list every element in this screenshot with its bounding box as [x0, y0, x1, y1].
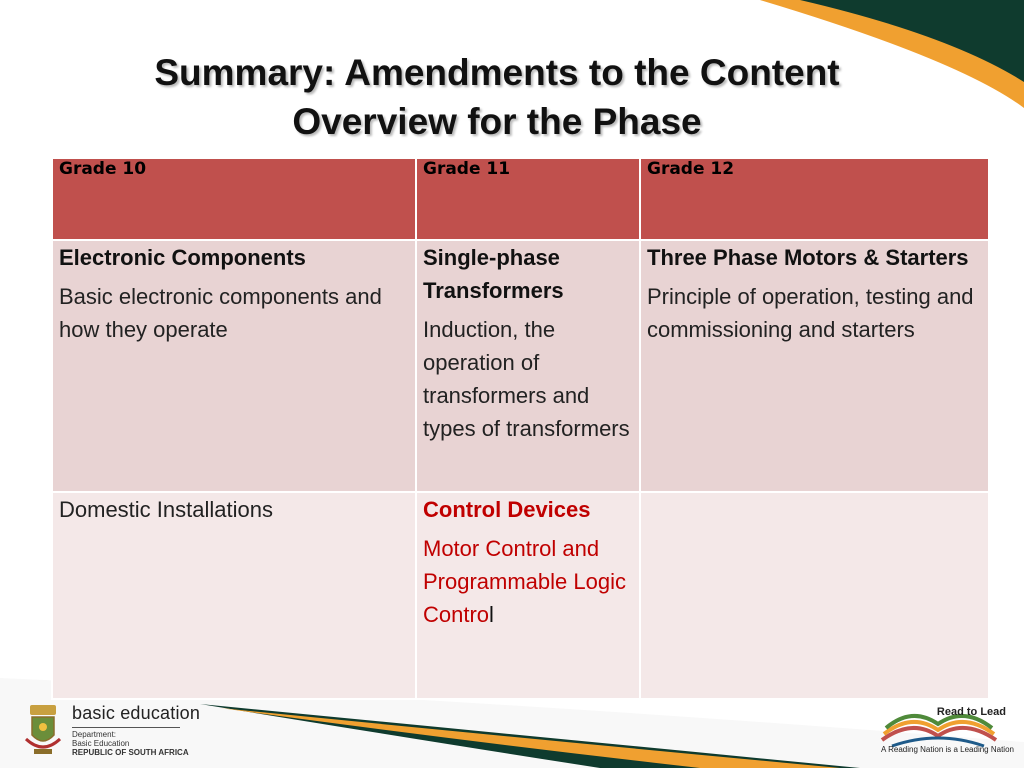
title-line-1: Summary: Amendments to the Content	[154, 52, 840, 93]
cell-text: Basic electronic components and how they operate	[59, 284, 382, 342]
page-title	[40, 48, 954, 146]
brand-divider	[72, 727, 180, 728]
cell-text: Principle of operation, testing and commissioning and starters	[647, 284, 974, 342]
header-grade-12: Grade 12	[640, 158, 989, 240]
cell-grade-10-row-1	[52, 240, 416, 492]
cell-grade-11-row-2	[416, 492, 640, 699]
cell-text-main: Motor Control and Programmable Logic Contro	[423, 536, 626, 627]
cell-grade-10-row-2	[52, 492, 416, 699]
header-grade-11: Grade 11	[416, 158, 640, 240]
table-header-row	[52, 158, 989, 240]
cell-heading: Three Phase Motors & Starters	[647, 245, 969, 270]
header-grade-10: Grade 10	[52, 158, 416, 240]
table-row	[52, 492, 989, 699]
dept-line-2: Basic Education	[72, 739, 130, 748]
cell-grade-12-row-1	[640, 240, 989, 492]
cell-grade-11-row-1	[416, 240, 640, 492]
cell-text: Induction, the operation of transformers and types of transformers	[423, 317, 630, 441]
cell-heading: Control Devices	[423, 497, 591, 522]
content-overview-table	[51, 157, 990, 700]
cell-heading: Electronic Components	[59, 245, 306, 270]
title-line-2: Overview for the Phase	[292, 101, 702, 142]
cell-text: Domestic Installations	[59, 497, 273, 522]
country-name: REPUBLIC OF SOUTH AFRICA	[72, 748, 189, 757]
coat-of-arms-icon	[20, 701, 66, 759]
cell-heading: Single-phase Transformers	[423, 245, 564, 303]
cell-text-tail: l	[489, 602, 494, 627]
read-to-lead-title: Read to Lead	[936, 706, 1006, 718]
cell-text	[423, 532, 633, 631]
department-branding	[72, 703, 200, 757]
table-row	[52, 240, 989, 492]
cell-grade-12-row-2	[640, 492, 989, 699]
brand-name: basic education	[72, 703, 201, 723]
dept-line-1: Department:	[72, 730, 117, 739]
read-to-lead-tagline: A Reading Nation is a Leading Nation	[881, 745, 1014, 754]
